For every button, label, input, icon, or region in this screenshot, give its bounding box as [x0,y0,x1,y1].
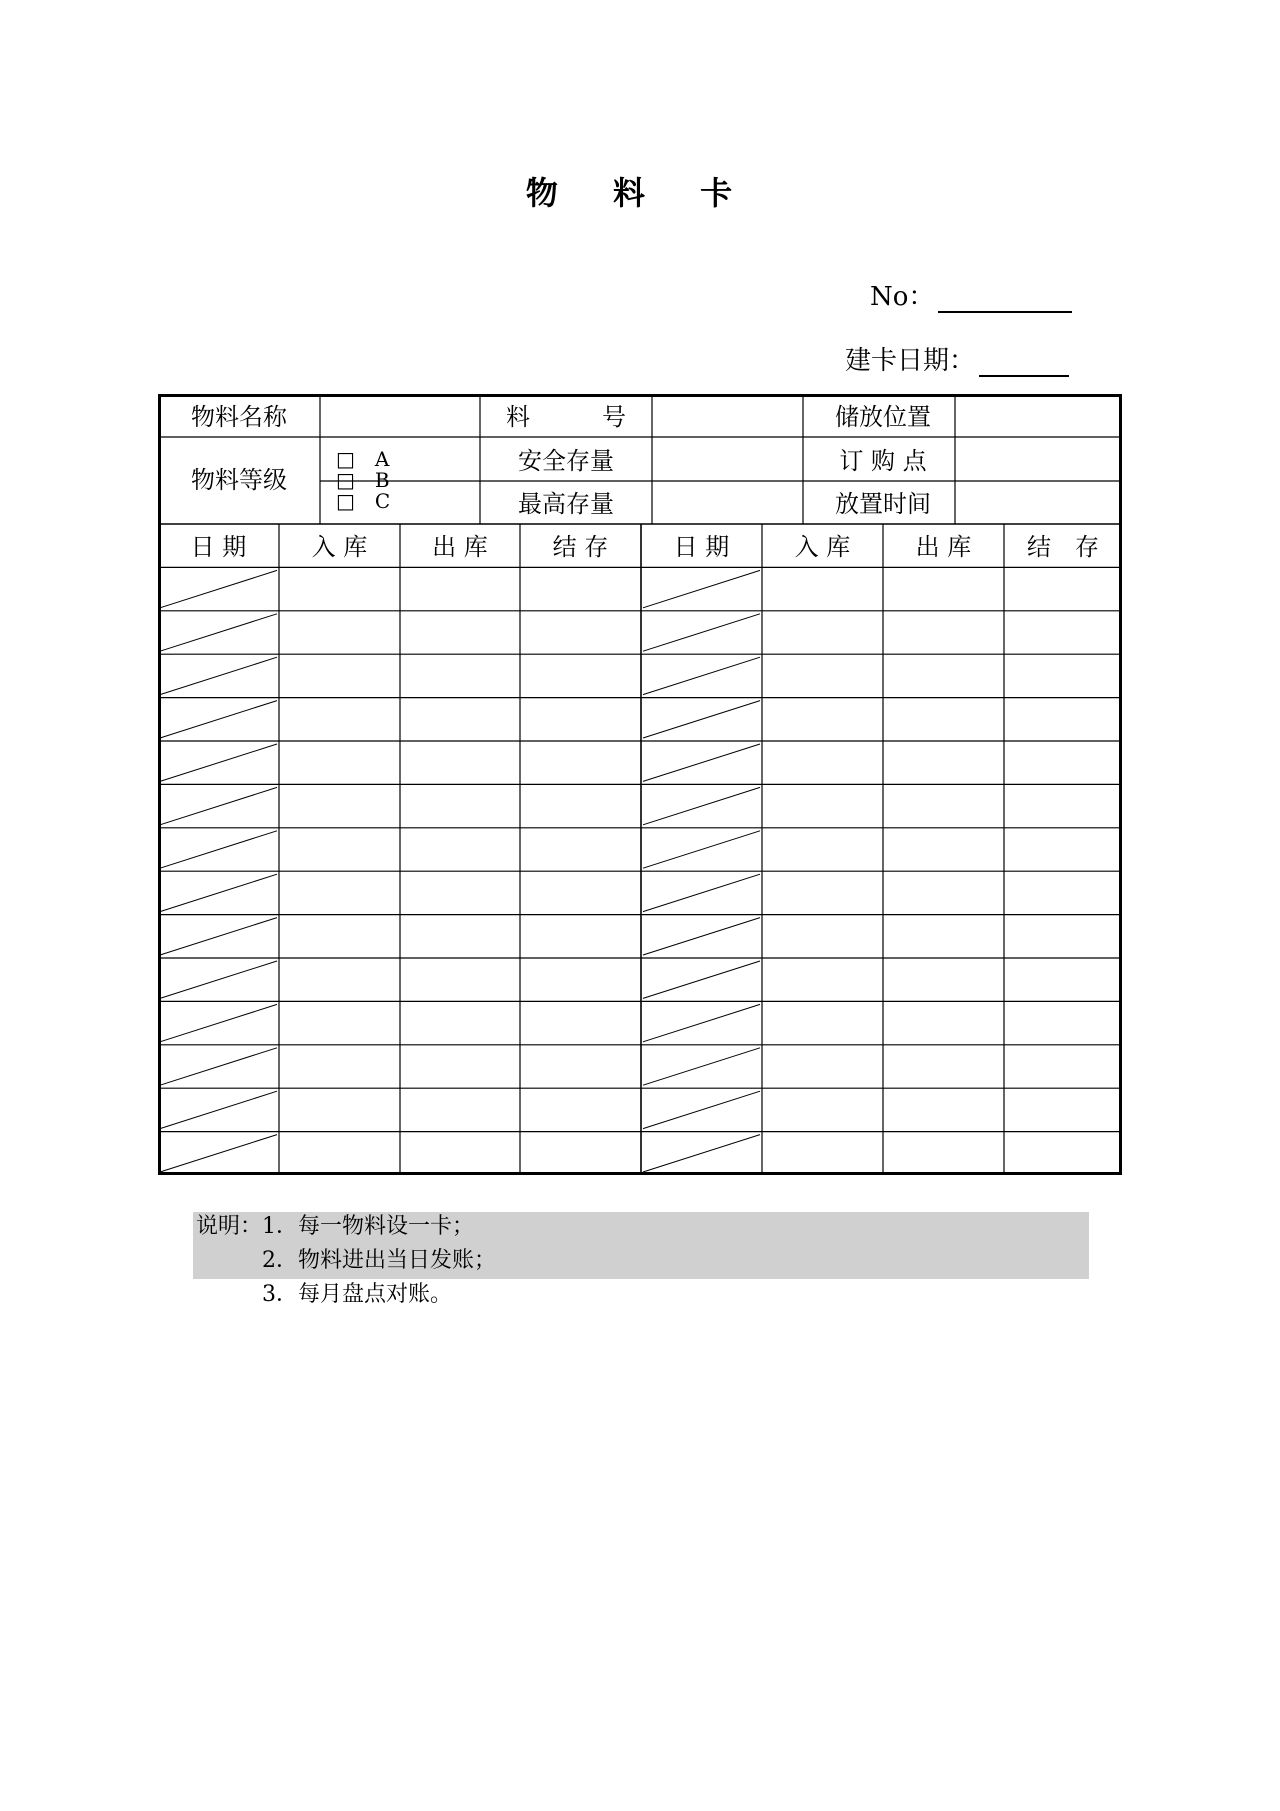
ledger-cell[interactable] [1004,741,1122,784]
ledger-cell[interactable] [158,654,279,697]
ledger-cell[interactable] [520,698,641,741]
ledger-cell[interactable] [158,741,279,784]
card-date-blank[interactable] [979,349,1069,377]
ledger-cell[interactable] [520,828,641,871]
ledger-cell[interactable] [279,741,400,784]
ledger-cell[interactable] [1004,1045,1122,1088]
ledger-cell[interactable] [762,698,883,741]
ledger-cell[interactable] [641,1132,762,1175]
card-number-label: No： [870,282,935,312]
ledger-cell[interactable] [520,958,641,1001]
ledger-cell[interactable] [641,958,762,1001]
ledger-cell[interactable] [279,828,400,871]
ledger-cell[interactable] [762,958,883,1001]
ledger-cell[interactable] [641,611,762,654]
level-option-a[interactable]: □ A [336,447,390,471]
ledger-cell[interactable] [883,915,1004,958]
ledger-cell[interactable] [641,654,762,697]
ledger-cell[interactable] [279,1088,400,1131]
col-header-in-2: 入 库 [794,533,851,561]
ledger-cell[interactable] [520,1001,641,1044]
ledger-cell[interactable] [883,611,1004,654]
material-level-label: 物料等级 [191,466,287,494]
ledger-cell[interactable] [158,958,279,1001]
ledger-cell[interactable] [158,567,279,610]
ledger-cell[interactable] [279,654,400,697]
ledger-cell[interactable] [641,828,762,871]
part-no-label: 料 号 [506,403,626,431]
ledger-cell[interactable] [279,1001,400,1044]
ledger-cell[interactable] [641,915,762,958]
ledger-cell[interactable] [520,654,641,697]
ledger-cell[interactable] [641,1045,762,1088]
ledger-cell[interactable] [400,741,520,784]
level-option-c[interactable]: □ C [336,489,391,513]
material-name-label: 物料名称 [191,403,287,431]
ledger-cell[interactable] [1004,611,1122,654]
storage-time-label: 放置时间 [835,490,931,518]
ledger-cell[interactable] [883,1088,1004,1131]
ledger-cell[interactable] [762,654,883,697]
ledger-cell[interactable] [279,567,400,610]
ledger-cell[interactable] [1004,1001,1122,1044]
ledger-cell[interactable] [400,611,520,654]
ledger-cell[interactable] [520,1132,641,1175]
ledger-cell[interactable] [158,828,279,871]
ledger-cell[interactable] [400,698,520,741]
col-header-in-1: 入 库 [311,533,368,561]
ledger-cell[interactable] [641,741,762,784]
ledger-cell[interactable] [279,784,400,827]
ledger-cell[interactable] [158,611,279,654]
safety-stock-label: 安全存量 [518,447,614,475]
card-number-blank[interactable] [938,285,1072,313]
ledger-cell[interactable] [520,871,641,914]
ledger-cell[interactable] [1004,698,1122,741]
ledger-cell[interactable] [762,567,883,610]
ledger-cell[interactable] [158,915,279,958]
storage-location-label: 储放位置 [835,403,931,431]
card-date-line [845,340,1069,377]
ledger-cell[interactable] [883,1045,1004,1088]
reorder-point-label: 订 购 点 [839,447,927,475]
ledger-cell[interactable] [279,1132,400,1175]
ledger-cell[interactable] [400,1001,520,1044]
ledger-cell[interactable] [883,1132,1004,1175]
ledger-cell[interactable] [762,828,883,871]
ledger-cell[interactable] [1004,871,1122,914]
ledger-cell[interactable] [520,1045,641,1088]
ledger-cell[interactable] [520,784,641,827]
ledger-cell[interactable] [883,741,1004,784]
ledger-cell[interactable] [400,654,520,697]
ledger-cell[interactable] [762,1045,883,1088]
col-header-balance-2: 结 存 [1027,533,1099,561]
ledger-cell[interactable] [520,915,641,958]
max-stock-label: 最高存量 [518,490,614,518]
col-header-date-1: 日 期 [190,533,247,561]
ledger-cell[interactable] [883,1001,1004,1044]
ledger-cell[interactable] [641,784,762,827]
ledger-cell[interactable] [883,784,1004,827]
ledger-cell[interactable] [279,871,400,914]
ledger-cell[interactable] [1004,1132,1122,1175]
page-title: 物 料 卡 [525,174,755,212]
level-option-b[interactable]: □ B [336,468,390,492]
ledger-cell[interactable] [279,698,400,741]
ledger-cell[interactable] [762,611,883,654]
ledger-cell[interactable] [641,871,762,914]
ledger-cell[interactable] [1004,1088,1122,1131]
material-card-table [158,394,1122,1175]
ledger-cell[interactable] [762,784,883,827]
col-header-date-2: 日 期 [673,533,730,561]
ledger-cell[interactable] [158,698,279,741]
ledger-cell[interactable] [279,1045,400,1088]
ledger-cell[interactable] [400,871,520,914]
ledger-cell[interactable] [1004,784,1122,827]
ledger-cell[interactable] [762,1001,883,1044]
ledger-cell[interactable] [400,1088,520,1131]
ledger-cell[interactable] [883,828,1004,871]
ledger-cell[interactable] [400,567,520,610]
ledger-cell[interactable] [762,741,883,784]
ledger-cell[interactable] [400,784,520,827]
ledger-cell[interactable] [279,915,400,958]
ledger-cell[interactable] [400,1132,520,1175]
ledger-cell[interactable] [400,958,520,1001]
ledger-cell[interactable] [762,915,883,958]
ledger-cell[interactable] [883,958,1004,1001]
ledger-cell[interactable] [520,1088,641,1131]
col-header-balance-1: 结 存 [552,533,609,561]
ledger-cell[interactable] [883,654,1004,697]
ledger-cell[interactable] [1004,915,1122,958]
ledger-cell[interactable] [762,871,883,914]
ledger-cell[interactable] [641,698,762,741]
ledger-cell[interactable] [400,828,520,871]
ledger-cell[interactable] [158,1132,279,1175]
ledger-cell[interactable] [883,871,1004,914]
ledger-cell[interactable] [1004,958,1122,1001]
ledger-cell[interactable] [1004,654,1122,697]
ledger-cell[interactable] [762,1088,883,1131]
ledger-cell[interactable] [400,1045,520,1088]
ledger-cell[interactable] [1004,828,1122,871]
note-line-1: 说明：1．每一物料设一卡； [196,1214,474,1239]
ledger-cell[interactable] [520,741,641,784]
ledger-cell[interactable] [279,611,400,654]
card-date-label: 建卡日期： [845,346,976,376]
ledger-cell[interactable] [158,1001,279,1044]
ledger-cell[interactable] [279,958,400,1001]
ledger-cell[interactable] [520,567,641,610]
ledger-cell[interactable] [641,1001,762,1044]
ledger-cell[interactable] [158,784,279,827]
ledger-cell[interactable] [158,871,279,914]
col-header-out-2: 出 库 [915,533,972,561]
ledger-cell[interactable] [1004,567,1122,610]
ledger-cell[interactable] [883,698,1004,741]
ledger-cell[interactable] [158,1045,279,1088]
note-line-3: 3．每月盘点对账。 [196,1282,452,1307]
ledger-cell[interactable] [520,611,641,654]
ledger-cell[interactable] [641,1088,762,1131]
ledger-cell[interactable] [641,567,762,610]
col-header-out-1: 出 库 [432,533,488,561]
card-number-line [870,276,1072,313]
note-line-2: 2．物料进出当日发账； [196,1248,496,1273]
ledger-cell[interactable] [762,1132,883,1175]
ledger-cell[interactable] [400,915,520,958]
ledger-cell[interactable] [883,567,1004,610]
ledger-cell[interactable] [158,1088,279,1131]
